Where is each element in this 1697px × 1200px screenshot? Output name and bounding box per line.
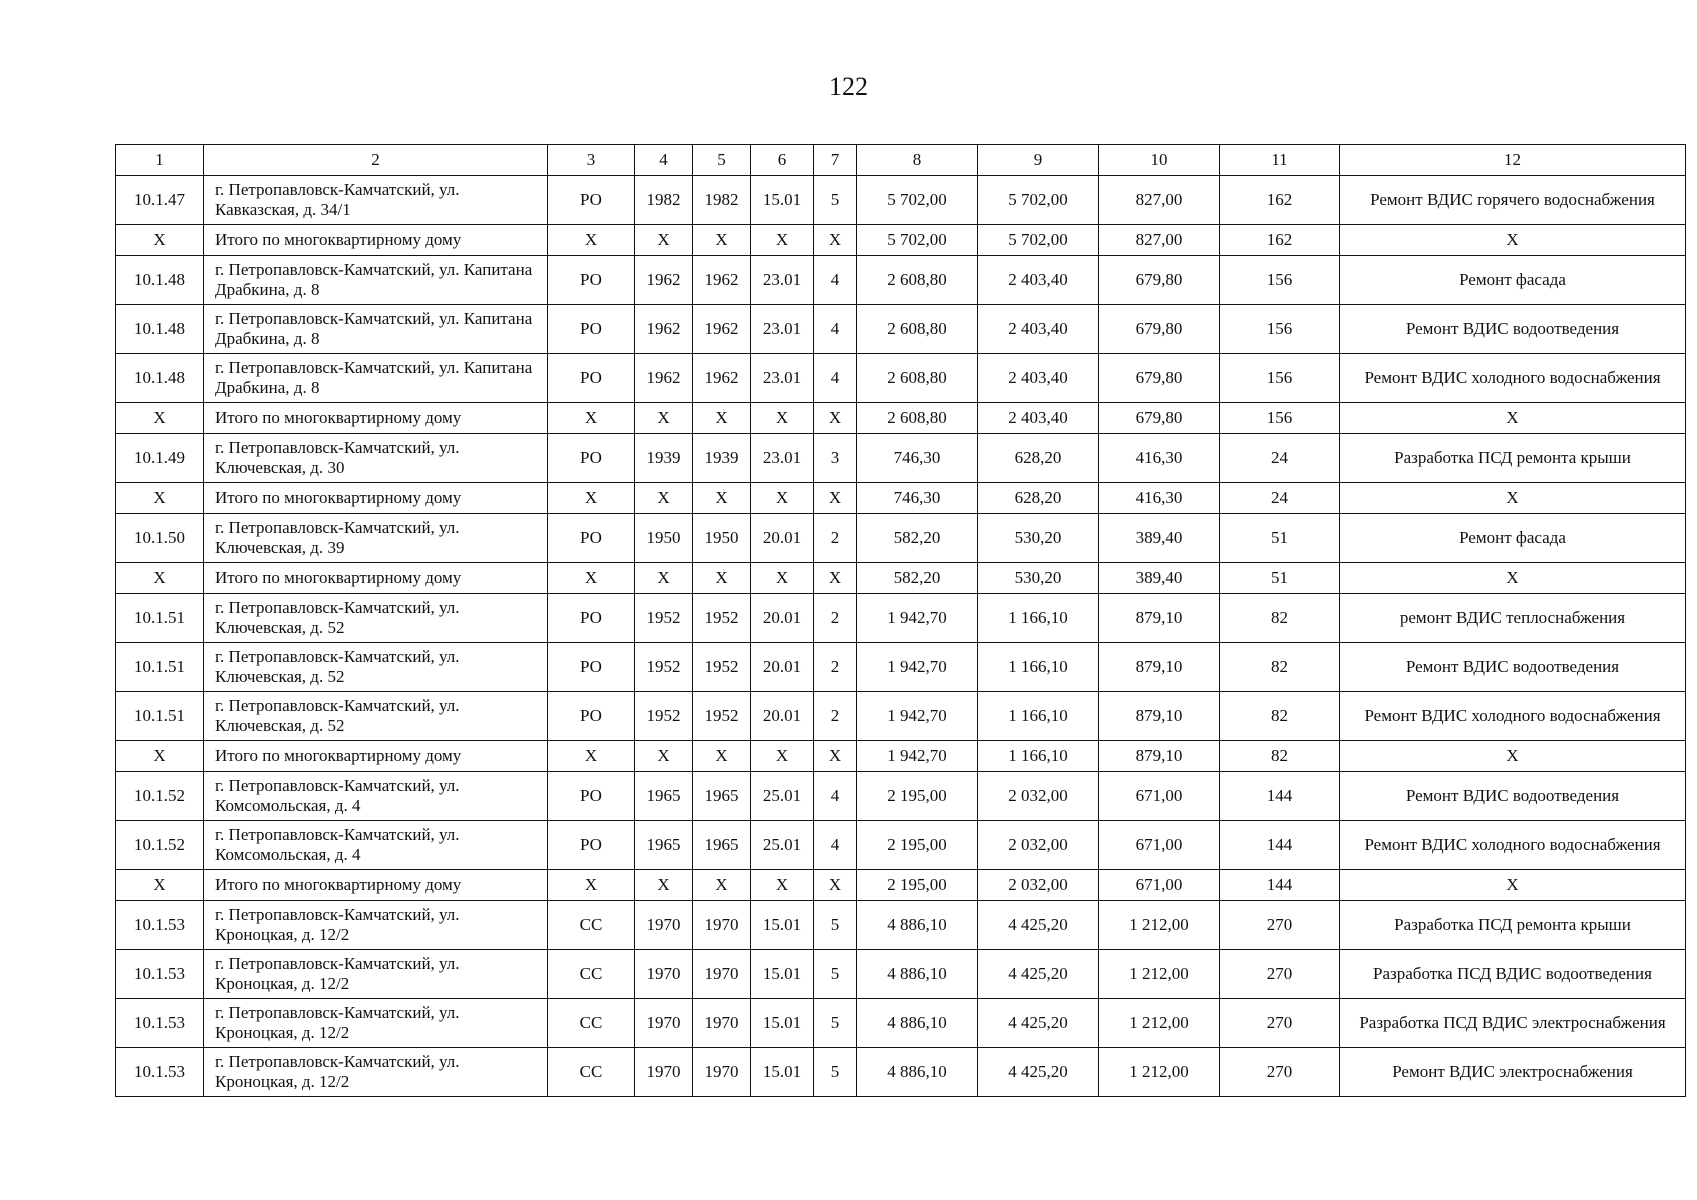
item-number-cell: Х [116, 563, 204, 594]
table-row [116, 434, 1686, 483]
work-type-cell: Х [1340, 225, 1686, 256]
commissioning-year-cell: 1970 [693, 999, 751, 1048]
item-number-cell: 10.1.51 [116, 692, 204, 741]
total-area-cell: 4 886,10 [857, 1048, 978, 1097]
floors-cell: 4 [814, 821, 857, 870]
wall-material-code-cell: 25.01 [751, 772, 814, 821]
table-row [116, 901, 1686, 950]
residents-count-cell: 51 [1220, 514, 1340, 563]
nonresidential-area-cell: 679,80 [1099, 305, 1220, 354]
residential-area-cell: 2 403,40 [978, 256, 1099, 305]
item-number-cell: Х [116, 483, 204, 514]
operation-method-cell: РО [548, 434, 635, 483]
address-cell: г. Петропавловск-Камчатский, ул. Кроноцкая, д. 12/2 [204, 999, 548, 1048]
total-area-cell: 5 702,00 [857, 176, 978, 225]
table-row [116, 821, 1686, 870]
operation-method-cell: СС [548, 950, 635, 999]
address-cell: г. Петропавловск-Камчатский, ул. Ключевская, д. 39 [204, 514, 548, 563]
nonresidential-area-cell: 879,10 [1099, 643, 1220, 692]
column-header-4: 4 [635, 145, 693, 176]
construction-year-cell: 1939 [635, 434, 693, 483]
total-area-cell: 746,30 [857, 434, 978, 483]
construction-year-cell: 1962 [635, 354, 693, 403]
address-cell: Итого по многоквартирному дому [204, 870, 548, 901]
item-number-cell: 10.1.53 [116, 1048, 204, 1097]
table-row [116, 692, 1686, 741]
wall-material-code-cell: 20.01 [751, 692, 814, 741]
wall-material-code-cell: 15.01 [751, 950, 814, 999]
floors-cell: Х [814, 403, 857, 434]
construction-year-cell: 1952 [635, 692, 693, 741]
nonresidential-area-cell: 1 212,00 [1099, 950, 1220, 999]
construction-year-cell: 1965 [635, 821, 693, 870]
operation-method-cell: РО [548, 594, 635, 643]
residential-area-cell: 4 425,20 [978, 901, 1099, 950]
commissioning-year-cell: 1965 [693, 772, 751, 821]
work-type-cell: Ремонт ВДИС холодного водоснабжения [1340, 692, 1686, 741]
commissioning-year-cell: Х [693, 870, 751, 901]
nonresidential-area-cell: 679,80 [1099, 354, 1220, 403]
work-type-cell: Разработка ПСД ремонта крыши [1340, 901, 1686, 950]
item-number-cell: 10.1.51 [116, 594, 204, 643]
operation-method-cell: СС [548, 1048, 635, 1097]
residential-area-cell: 5 702,00 [978, 225, 1099, 256]
nonresidential-area-cell: 671,00 [1099, 821, 1220, 870]
residents-count-cell: 156 [1220, 403, 1340, 434]
nonresidential-area-cell: 827,00 [1099, 225, 1220, 256]
address-cell: г. Петропавловск-Камчатский, ул. Ключевская, д. 52 [204, 594, 548, 643]
work-type-cell: Ремонт ВДИС водоотведения [1340, 643, 1686, 692]
operation-method-cell: Х [548, 563, 635, 594]
floors-cell: 4 [814, 256, 857, 305]
floors-cell: 4 [814, 354, 857, 403]
operation-method-cell: РО [548, 821, 635, 870]
construction-year-cell: Х [635, 741, 693, 772]
residential-area-cell: 4 425,20 [978, 1048, 1099, 1097]
table-row [116, 305, 1686, 354]
commissioning-year-cell: 1970 [693, 901, 751, 950]
floors-cell: 5 [814, 1048, 857, 1097]
residents-count-cell: 82 [1220, 643, 1340, 692]
floors-cell: 4 [814, 772, 857, 821]
table-row [116, 256, 1686, 305]
total-row [116, 225, 1686, 256]
operation-method-cell: РО [548, 692, 635, 741]
total-area-cell: 2 608,80 [857, 403, 978, 434]
total-area-cell: 2 195,00 [857, 821, 978, 870]
floors-cell: 5 [814, 176, 857, 225]
residents-count-cell: 144 [1220, 772, 1340, 821]
commissioning-year-cell: Х [693, 563, 751, 594]
construction-year-cell: Х [635, 225, 693, 256]
total-area-cell: 2 608,80 [857, 305, 978, 354]
nonresidential-area-cell: 671,00 [1099, 772, 1220, 821]
address-cell: г. Петропавловск-Камчатский, ул. Капитана Драбкина, д. 8 [204, 305, 548, 354]
operation-method-cell: РО [548, 305, 635, 354]
operation-method-cell: РО [548, 354, 635, 403]
residential-area-cell: 2 032,00 [978, 870, 1099, 901]
wall-material-code-cell: 20.01 [751, 594, 814, 643]
work-type-cell: ремонт ВДИС теплоснабжения [1340, 594, 1686, 643]
address-cell: г. Петропавловск-Камчатский, ул. Кроноцкая, д. 12/2 [204, 950, 548, 999]
residential-area-cell: 2 403,40 [978, 403, 1099, 434]
construction-year-cell: 1970 [635, 950, 693, 999]
residents-count-cell: 162 [1220, 176, 1340, 225]
commissioning-year-cell: 1952 [693, 692, 751, 741]
nonresidential-area-cell: 1 212,00 [1099, 999, 1220, 1048]
wall-material-code-cell: Х [751, 563, 814, 594]
column-header-2: 2 [204, 145, 548, 176]
work-type-cell: Х [1340, 870, 1686, 901]
floors-cell: 2 [814, 514, 857, 563]
wall-material-code-cell: 23.01 [751, 354, 814, 403]
total-area-cell: 582,20 [857, 563, 978, 594]
construction-year-cell: 1962 [635, 256, 693, 305]
wall-material-code-cell: Х [751, 870, 814, 901]
column-header-1: 1 [116, 145, 204, 176]
work-type-cell: Х [1340, 403, 1686, 434]
construction-year-cell: Х [635, 483, 693, 514]
residential-area-cell: 1 166,10 [978, 741, 1099, 772]
operation-method-cell: РО [548, 176, 635, 225]
floors-cell: 2 [814, 594, 857, 643]
total-area-cell: 1 942,70 [857, 741, 978, 772]
commissioning-year-cell: 1952 [693, 643, 751, 692]
work-type-cell: Разработка ПСД ВДИС электроснабжения [1340, 999, 1686, 1048]
residents-count-cell: 270 [1220, 1048, 1340, 1097]
wall-material-code-cell: 15.01 [751, 999, 814, 1048]
work-type-cell: Разработка ПСД ремонта крыши [1340, 434, 1686, 483]
address-cell: г. Петропавловск-Камчатский, ул. Ключевская, д. 52 [204, 643, 548, 692]
work-type-cell: Х [1340, 483, 1686, 514]
house-repair-table [115, 144, 1686, 1097]
commissioning-year-cell: 1965 [693, 821, 751, 870]
nonresidential-area-cell: 879,10 [1099, 692, 1220, 741]
residents-count-cell: 144 [1220, 870, 1340, 901]
wall-material-code-cell: Х [751, 403, 814, 434]
residential-area-cell: 530,20 [978, 563, 1099, 594]
column-header-12: 12 [1340, 145, 1686, 176]
item-number-cell: 10.1.48 [116, 256, 204, 305]
column-header-8: 8 [857, 145, 978, 176]
address-cell: г. Петропавловск-Камчатский, ул. Капитана Драбкина, д. 8 [204, 354, 548, 403]
residents-count-cell: 270 [1220, 901, 1340, 950]
work-type-cell: Ремонт ВДИС горячего водоснабжения [1340, 176, 1686, 225]
total-row [116, 403, 1686, 434]
operation-method-cell: Х [548, 741, 635, 772]
construction-year-cell: 1970 [635, 1048, 693, 1097]
table-body [116, 176, 1686, 1097]
residents-count-cell: 24 [1220, 434, 1340, 483]
residents-count-cell: 82 [1220, 692, 1340, 741]
total-area-cell: 582,20 [857, 514, 978, 563]
floors-cell: Х [814, 563, 857, 594]
commissioning-year-cell: 1970 [693, 950, 751, 999]
total-row [116, 563, 1686, 594]
residential-area-cell: 1 166,10 [978, 643, 1099, 692]
commissioning-year-cell: 1962 [693, 354, 751, 403]
residents-count-cell: 156 [1220, 305, 1340, 354]
total-area-cell: 2 195,00 [857, 772, 978, 821]
residents-count-cell: 270 [1220, 999, 1340, 1048]
floors-cell: Х [814, 741, 857, 772]
total-row [116, 741, 1686, 772]
residential-area-cell: 2 032,00 [978, 772, 1099, 821]
total-area-cell: 2 195,00 [857, 870, 978, 901]
residential-area-cell: 1 166,10 [978, 692, 1099, 741]
commissioning-year-cell: 1939 [693, 434, 751, 483]
floors-cell: 5 [814, 999, 857, 1048]
wall-material-code-cell: Х [751, 225, 814, 256]
wall-material-code-cell: Х [751, 741, 814, 772]
commissioning-year-cell: Х [693, 741, 751, 772]
nonresidential-area-cell: 827,00 [1099, 176, 1220, 225]
address-cell: г. Петропавловск-Камчатский, ул. Кавказская, д. 34/1 [204, 176, 548, 225]
work-type-cell: Х [1340, 741, 1686, 772]
total-row [116, 870, 1686, 901]
column-header-7: 7 [814, 145, 857, 176]
floors-cell: 5 [814, 901, 857, 950]
construction-year-cell: 1962 [635, 305, 693, 354]
commissioning-year-cell: Х [693, 483, 751, 514]
table-header [116, 145, 1686, 176]
nonresidential-area-cell: 879,10 [1099, 594, 1220, 643]
item-number-cell: 10.1.51 [116, 643, 204, 692]
column-header-11: 11 [1220, 145, 1340, 176]
total-area-cell: 2 608,80 [857, 256, 978, 305]
residents-count-cell: 24 [1220, 483, 1340, 514]
operation-method-cell: РО [548, 256, 635, 305]
column-header-9: 9 [978, 145, 1099, 176]
total-area-cell: 1 942,70 [857, 643, 978, 692]
residential-area-cell: 2 403,40 [978, 354, 1099, 403]
nonresidential-area-cell: 389,40 [1099, 563, 1220, 594]
item-number-cell: Х [116, 403, 204, 434]
address-cell: г. Петропавловск-Камчатский, ул. Кроноцкая, д. 12/2 [204, 901, 548, 950]
nonresidential-area-cell: 389,40 [1099, 514, 1220, 563]
commissioning-year-cell: Х [693, 225, 751, 256]
work-type-cell: Разработка ПСД ВДИС водоотведения [1340, 950, 1686, 999]
address-cell: г. Петропавловск-Камчатский, ул. Ключевская, д. 52 [204, 692, 548, 741]
address-cell: г. Петропавловск-Камчатский, ул. Комсомольская, д. 4 [204, 821, 548, 870]
item-number-cell: 10.1.53 [116, 950, 204, 999]
residential-area-cell: 2 403,40 [978, 305, 1099, 354]
residents-count-cell: 82 [1220, 594, 1340, 643]
residential-area-cell: 4 425,20 [978, 950, 1099, 999]
construction-year-cell: 1952 [635, 594, 693, 643]
residential-area-cell: 1 166,10 [978, 594, 1099, 643]
operation-method-cell: Х [548, 225, 635, 256]
work-type-cell: Ремонт ВДИС холодного водоснабжения [1340, 354, 1686, 403]
floors-cell: 2 [814, 692, 857, 741]
nonresidential-area-cell: 1 212,00 [1099, 1048, 1220, 1097]
operation-method-cell: РО [548, 514, 635, 563]
column-header-5: 5 [693, 145, 751, 176]
total-area-cell: 1 942,70 [857, 594, 978, 643]
construction-year-cell: Х [635, 563, 693, 594]
total-area-cell: 5 702,00 [857, 225, 978, 256]
operation-method-cell: Х [548, 870, 635, 901]
operation-method-cell: РО [548, 772, 635, 821]
wall-material-code-cell: 23.01 [751, 434, 814, 483]
commissioning-year-cell: 1950 [693, 514, 751, 563]
column-header-6: 6 [751, 145, 814, 176]
address-cell: Итого по многоквартирному дому [204, 741, 548, 772]
item-number-cell: Х [116, 225, 204, 256]
operation-method-cell: СС [548, 999, 635, 1048]
construction-year-cell: 1965 [635, 772, 693, 821]
total-area-cell: 746,30 [857, 483, 978, 514]
commissioning-year-cell: 1952 [693, 594, 751, 643]
table-row [116, 643, 1686, 692]
table-row [116, 176, 1686, 225]
item-number-cell: 10.1.50 [116, 514, 204, 563]
wall-material-code-cell: 23.01 [751, 305, 814, 354]
construction-year-cell: 1970 [635, 999, 693, 1048]
total-area-cell: 4 886,10 [857, 901, 978, 950]
commissioning-year-cell: Х [693, 403, 751, 434]
operation-method-cell: СС [548, 901, 635, 950]
total-area-cell: 4 886,10 [857, 999, 978, 1048]
header-row [116, 145, 1686, 176]
address-cell: Итого по многоквартирному дому [204, 225, 548, 256]
commissioning-year-cell: 1962 [693, 256, 751, 305]
wall-material-code-cell: 20.01 [751, 514, 814, 563]
residents-count-cell: 51 [1220, 563, 1340, 594]
floors-cell: 4 [814, 305, 857, 354]
floors-cell: Х [814, 870, 857, 901]
construction-year-cell: Х [635, 870, 693, 901]
floors-cell: 3 [814, 434, 857, 483]
residential-area-cell: 530,20 [978, 514, 1099, 563]
address-cell: Итого по многоквартирному дому [204, 403, 548, 434]
commissioning-year-cell: 1962 [693, 305, 751, 354]
item-number-cell: 10.1.53 [116, 901, 204, 950]
nonresidential-area-cell: 679,80 [1099, 403, 1220, 434]
commissioning-year-cell: 1982 [693, 176, 751, 225]
item-number-cell: 10.1.52 [116, 772, 204, 821]
floors-cell: 5 [814, 950, 857, 999]
item-number-cell: 10.1.48 [116, 354, 204, 403]
column-header-3: 3 [548, 145, 635, 176]
item-number-cell: 10.1.49 [116, 434, 204, 483]
column-header-10: 10 [1099, 145, 1220, 176]
table-row [116, 514, 1686, 563]
construction-year-cell: 1970 [635, 901, 693, 950]
operation-method-cell: Х [548, 403, 635, 434]
item-number-cell: Х [116, 741, 204, 772]
floors-cell: Х [814, 225, 857, 256]
construction-year-cell: 1950 [635, 514, 693, 563]
residential-area-cell: 5 702,00 [978, 176, 1099, 225]
address-cell: г. Петропавловск-Камчатский, ул. Кроноцкая, д. 12/2 [204, 1048, 548, 1097]
item-number-cell: 10.1.53 [116, 999, 204, 1048]
address-cell: г. Петропавловск-Камчатский, ул. Комсомольская, д. 4 [204, 772, 548, 821]
work-type-cell: Ремонт ВДИС холодного водоснабжения [1340, 821, 1686, 870]
floors-cell: Х [814, 483, 857, 514]
work-type-cell: Ремонт фасада [1340, 256, 1686, 305]
operation-method-cell: Х [548, 483, 635, 514]
residential-area-cell: 2 032,00 [978, 821, 1099, 870]
work-type-cell: Х [1340, 563, 1686, 594]
construction-year-cell: 1982 [635, 176, 693, 225]
residents-count-cell: 82 [1220, 741, 1340, 772]
nonresidential-area-cell: 416,30 [1099, 434, 1220, 483]
wall-material-code-cell: 15.01 [751, 176, 814, 225]
residents-count-cell: 162 [1220, 225, 1340, 256]
work-type-cell: Ремонт ВДИС электроснабжения [1340, 1048, 1686, 1097]
item-number-cell: 10.1.47 [116, 176, 204, 225]
nonresidential-area-cell: 671,00 [1099, 870, 1220, 901]
construction-year-cell: 1952 [635, 643, 693, 692]
total-area-cell: 1 942,70 [857, 692, 978, 741]
item-number-cell: 10.1.52 [116, 821, 204, 870]
wall-material-code-cell: 15.01 [751, 1048, 814, 1097]
address-cell: г. Петропавловск-Камчатский, ул. Капитана Драбкина, д. 8 [204, 256, 548, 305]
total-row [116, 483, 1686, 514]
wall-material-code-cell: 20.01 [751, 643, 814, 692]
total-area-cell: 4 886,10 [857, 950, 978, 999]
address-cell: Итого по многоквартирному дому [204, 563, 548, 594]
work-type-cell: Ремонт ВДИС водоотведения [1340, 772, 1686, 821]
floors-cell: 2 [814, 643, 857, 692]
table-row [116, 1048, 1686, 1097]
table-row [116, 772, 1686, 821]
wall-material-code-cell: 25.01 [751, 821, 814, 870]
table-row [116, 354, 1686, 403]
table-row [116, 999, 1686, 1048]
nonresidential-area-cell: 679,80 [1099, 256, 1220, 305]
residential-area-cell: 628,20 [978, 483, 1099, 514]
address-cell: г. Петропавловск-Камчатский, ул. Ключевская, д. 30 [204, 434, 548, 483]
table-row [116, 594, 1686, 643]
wall-material-code-cell: 23.01 [751, 256, 814, 305]
nonresidential-area-cell: 879,10 [1099, 741, 1220, 772]
residents-count-cell: 270 [1220, 950, 1340, 999]
residential-area-cell: 628,20 [978, 434, 1099, 483]
wall-material-code-cell: Х [751, 483, 814, 514]
address-cell: Итого по многоквартирному дому [204, 483, 548, 514]
table-row [116, 950, 1686, 999]
item-number-cell: Х [116, 870, 204, 901]
work-type-cell: Ремонт фасада [1340, 514, 1686, 563]
total-area-cell: 2 608,80 [857, 354, 978, 403]
page-number: 122 [829, 72, 868, 101]
construction-year-cell: Х [635, 403, 693, 434]
wall-material-code-cell: 15.01 [751, 901, 814, 950]
residents-count-cell: 156 [1220, 256, 1340, 305]
nonresidential-area-cell: 1 212,00 [1099, 901, 1220, 950]
nonresidential-area-cell: 416,30 [1099, 483, 1220, 514]
residents-count-cell: 156 [1220, 354, 1340, 403]
commissioning-year-cell: 1970 [693, 1048, 751, 1097]
residents-count-cell: 144 [1220, 821, 1340, 870]
item-number-cell: 10.1.48 [116, 305, 204, 354]
residential-area-cell: 4 425,20 [978, 999, 1099, 1048]
work-type-cell: Ремонт ВДИС водоотведения [1340, 305, 1686, 354]
operation-method-cell: РО [548, 643, 635, 692]
